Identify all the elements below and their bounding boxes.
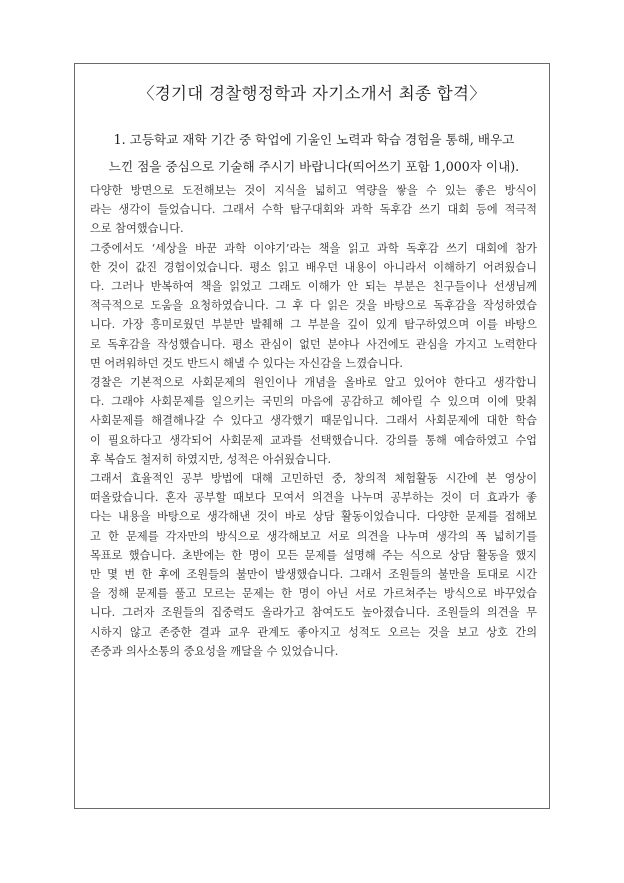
answer-paragraph — [90, 373, 537, 469]
text-line: 경찰은 기본적으로 사회문제의 원인이나 개념을 올바로 알고 있어야 한다고 생각합니 — [90, 376, 537, 390]
essay-question — [105, 126, 523, 180]
text-line: 다는 내용을 바탕으로 생각해낸 것이 바로 상담 활동이었습니다. 다양한 문제를 접해보 — [90, 510, 537, 524]
document-frame — [74, 63, 550, 809]
text-line: 다. 그래야 사회문제를 일으키는 국민의 마음에 공감하고 헤아릴 수 있으며 이에 맞춰 — [90, 395, 537, 409]
text-line: 떠올랐습니다. 혼자 공부할 때보다 모여서 의견을 나누며 공부하는 것이 더 효과가 좋 — [90, 491, 537, 505]
answer-paragraph — [90, 469, 537, 661]
text-line: 고 한 문제를 각자만의 방식으로 생각해보고 서로 의견을 나누며 생각의 폭 넓히기를 — [90, 529, 537, 543]
text-line: 다양한 방면으로 도전해보는 것이 지식을 넓히고 역량을 쌓을 수 있는 좋은 방식이 — [90, 184, 537, 197]
question-line: 1. 고등학교 재학 기간 중 학업에 기울인 노력과 학습 경험을 통해, 배우고 — [113, 132, 515, 147]
text-line: 적극적으로 도움을 요청하였습니다. 그 후 다 읽은 것을 바탕으로 독후감을 작성하였습 — [90, 299, 537, 313]
text-line: 로 독후감을 작성했습니다. 평소 관심이 없던 분야나 사건에도 관심을 가지고 노력한다 — [90, 337, 537, 351]
text-line: 존중과 의사소통의 중요성을 깨달을 수 있었습니다. — [90, 644, 339, 658]
text-line: 니다. 가장 흥미로웠던 부분만 발췌해 그 부분을 깊이 있게 탐구하였으며 이를 바탕으 — [90, 318, 537, 332]
text-line: 사회문제를 해결해나갈 수 있다고 생각했기 때문입니다. 그래서 사회문제에 대한 학습 — [90, 414, 537, 428]
text-line: 면 어려워하던 것도 반드시 해낼 수 있다는 자신감을 느꼈습니다. — [90, 356, 403, 370]
text-line: 그래서 효율적인 공부 방법에 대해 고민하던 중, 창의적 체험활동 시간에 본 영상이 — [90, 472, 537, 486]
question-line: 느낀 점을 중심으로 기술해 주시기 바랍니다(띄어쓰기 포함 1,000자 이내). — [108, 159, 520, 174]
text-line: 이 필요하다고 생각되어 사회문제 교과를 선택했습니다. 강의를 통해 예습하였고 수업 — [90, 433, 537, 447]
text-line: 니다. 그러자 조원들의 집중력도 올라가고 참여도도 높아졌습니다. 조원들의 의견을 무 — [90, 606, 537, 620]
text-line: 라는 생각이 들었습니다. 그래서 수학 탐구대회와 과학 독후감 쓰기 대회 등에 적극적 — [90, 203, 537, 217]
answer-paragraph — [90, 181, 537, 239]
document-title: 〈경기대 경찰행정학과 자기소개서 최종 합격〉 — [137, 84, 487, 103]
text-line: 시하지 않고 존중한 결과 교우 관계도 좋아지고 성적도 오르는 것을 보고 상호 간의 — [90, 625, 537, 639]
text-line: 만 몇 번 한 후에 조원들의 불만이 발생했습니다. 그래서 조원들의 불만을 토대로 시간 — [90, 568, 537, 582]
text-line: 목표로 했습니다. 초반에는 한 명이 모든 문제를 설명해 주는 식으로 상담 활동을 했지 — [90, 548, 537, 562]
text-line: 한 것이 값진 경험이었습니다. 평소 읽고 배우던 내용이 아니라서 이해하기 어려웠습니 — [90, 260, 537, 274]
text-line: 으로 참여했습니다. — [90, 222, 184, 236]
text-line: 후 복습도 철저히 하였지만, 성적은 아쉬웠습니다. — [90, 452, 332, 466]
text-line: 다. 그러나 반복하여 책을 읽었고 그래도 이해가 안 되는 부분은 친구들이나 선생님께 — [90, 280, 537, 294]
text-line: 을 정해 문제를 풀고 모르는 문제는 한 명이 아닌 서로 가르쳐주는 방식으로 바꾸었습 — [90, 587, 537, 601]
answer-body — [90, 181, 537, 661]
text-line: 그중에서도 ‘세상을 바꾼 과학 이야기’라는 책을 읽고 과학 독후감 쓰기 대회에 참가 — [90, 241, 537, 255]
answer-paragraph — [90, 239, 537, 373]
